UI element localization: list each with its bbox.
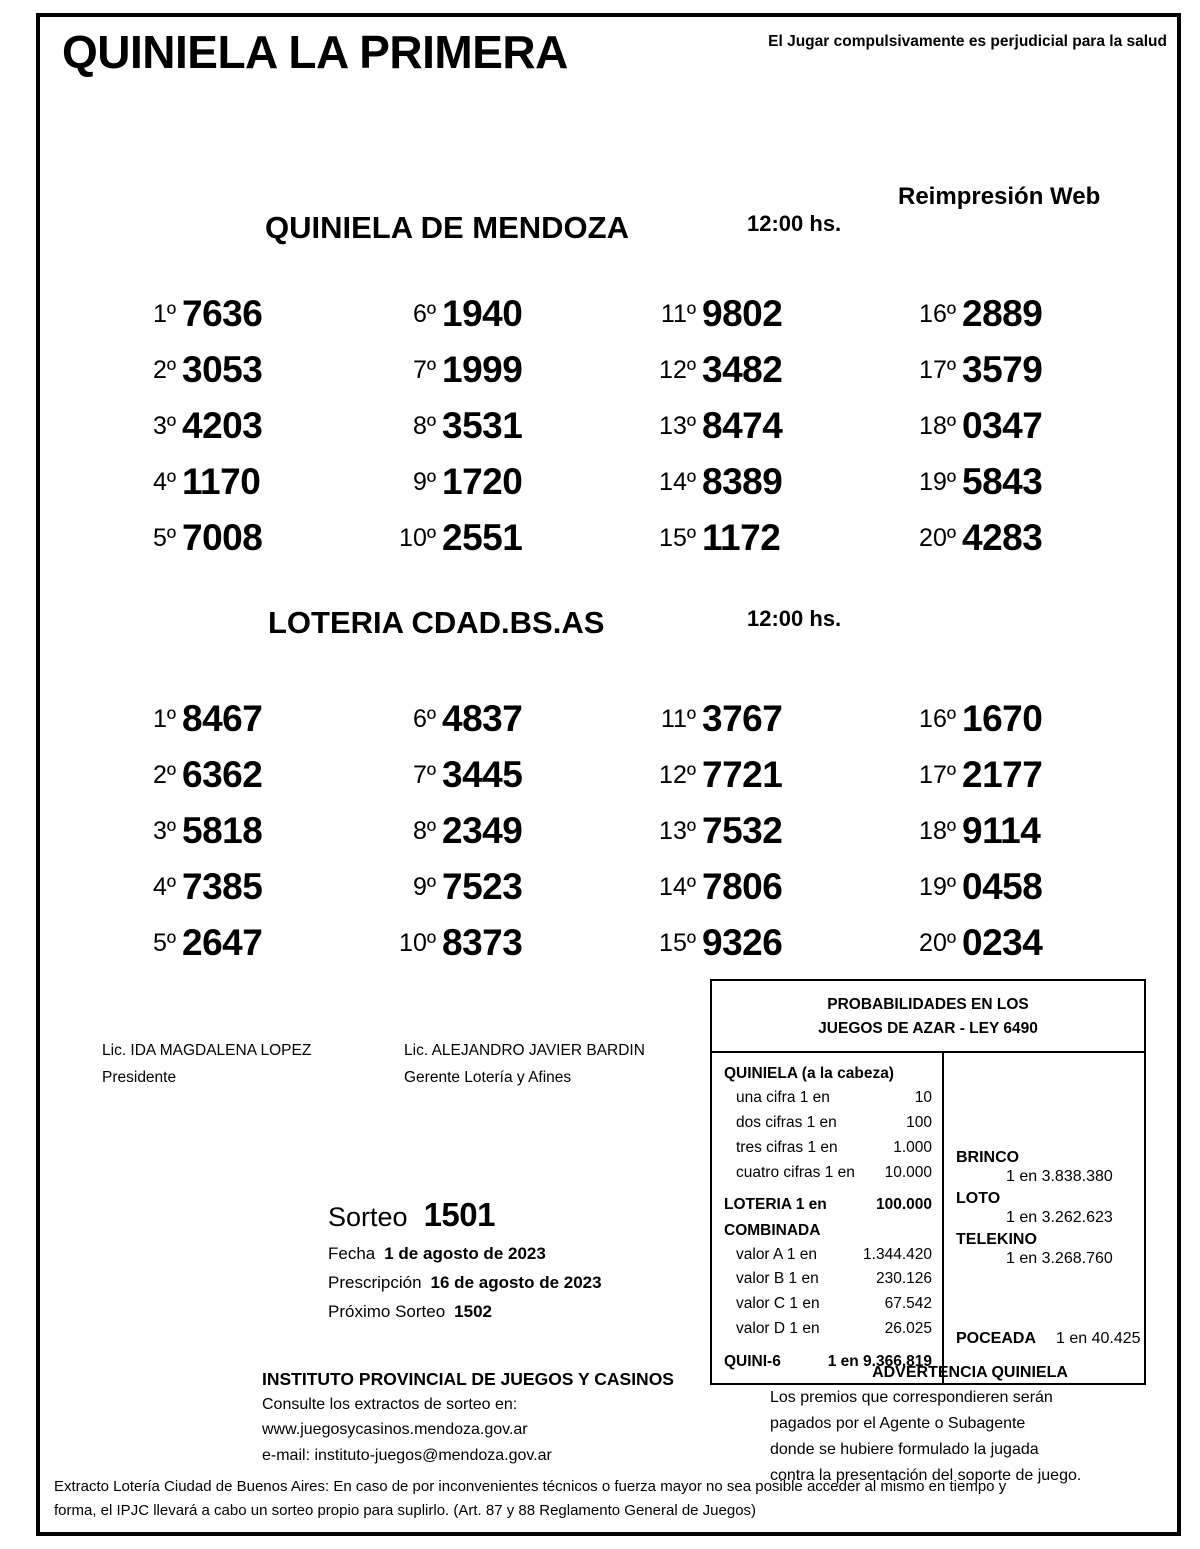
probability-row <box>712 1086 942 1111</box>
result-position: 3º <box>152 412 176 440</box>
result-cell <box>584 501 844 557</box>
result-number: 7532 <box>702 810 783 851</box>
combinada-rows <box>712 1243 942 1342</box>
result-position: 13º <box>659 817 696 845</box>
result-number: 1940 <box>442 293 523 334</box>
probability-row-label: valor B 1 en <box>736 1270 819 1288</box>
result-position: 11º <box>660 300 696 328</box>
result-number: 8389 <box>702 461 783 502</box>
result-cell <box>844 501 1104 557</box>
probability-row-value: 10 <box>914 1089 932 1107</box>
quini6-label: QUINI-6 <box>724 1352 781 1370</box>
result-cell <box>64 389 324 445</box>
result-number: 2889 <box>962 293 1043 334</box>
result-cell <box>64 277 324 333</box>
result-number: 0458 <box>962 866 1043 907</box>
result-cell <box>584 794 844 850</box>
probability-row-value: 67.542 <box>884 1295 932 1313</box>
result-number: 0347 <box>962 405 1043 446</box>
result-number: 1170 <box>182 461 261 502</box>
probability-row <box>712 1161 942 1186</box>
institute-title: INSTITUTO PROVINCIAL DE JUEGOS Y CASINOS <box>262 1369 674 1389</box>
result-cell <box>844 277 1104 333</box>
result-number: 3053 <box>182 349 263 390</box>
result-cell <box>584 682 844 738</box>
result-number: 1172 <box>702 517 781 558</box>
result-number: 1999 <box>442 349 523 390</box>
probabilities-title-line2: JUEGOS DE AZAR - LEY 6490 <box>818 1019 1038 1037</box>
legal-note <box>54 1475 1163 1523</box>
signature-manager-role: Gerente Lotería y Afines <box>404 1069 572 1087</box>
result-cell <box>844 738 1104 794</box>
loteria-prob-row <box>712 1192 942 1217</box>
result-position: 15º <box>659 929 696 957</box>
result-position: 3º <box>152 817 176 845</box>
result-number: 9114 <box>962 810 1041 851</box>
sorteo-heading <box>328 1196 602 1234</box>
result-cell <box>584 445 844 501</box>
result-position: 11º <box>660 705 696 733</box>
probability-row-value: 26.025 <box>884 1320 932 1337</box>
result-number: 7523 <box>442 866 523 907</box>
spacer-2 <box>712 1342 942 1349</box>
result-cell <box>844 906 1104 962</box>
sorteo-fecha-label: Fecha <box>328 1244 376 1263</box>
draw-title-loteria: LOTERIA CDAD.BS.AS <box>268 605 605 640</box>
legal-line-1: Extracto Lotería Ciudad de Buenos Aires: En caso de por inconvenientes técnicos o fuerza mayor no sea posible acceder al mismo en tiempo y <box>54 1478 1007 1495</box>
result-position: 1º <box>152 300 176 328</box>
result-position: 20º <box>919 524 956 552</box>
result-position: 9º <box>412 468 436 496</box>
probability-row <box>712 1267 942 1292</box>
probability-row-label: dos cifras 1 en <box>736 1114 837 1131</box>
result-position: 15º <box>659 524 696 552</box>
loteria-prob-label: LOTERIA 1 en <box>724 1196 827 1214</box>
result-position: 2º <box>152 356 176 384</box>
result-cell <box>64 738 324 794</box>
result-number: 2349 <box>442 810 523 851</box>
result-number: 9326 <box>702 922 783 963</box>
result-cell <box>324 738 584 794</box>
result-position: 12º <box>659 761 696 789</box>
gambling-warning: El Jugar compulsivamente es perjudicial para la salud <box>768 33 1167 50</box>
signature-manager <box>404 1037 645 1091</box>
result-number: 2647 <box>182 922 263 963</box>
result-number: 3531 <box>442 405 523 446</box>
result-position: 18º <box>919 412 956 440</box>
probability-row-value: 1.000 <box>893 1138 932 1156</box>
result-cell <box>324 333 584 389</box>
institute-email: e-mail: instituto-juegos@mendoza.gov.ar <box>262 1446 552 1464</box>
result-number: 4283 <box>962 517 1043 558</box>
sorteo-block <box>328 1196 602 1327</box>
result-cell <box>844 333 1104 389</box>
result-cell <box>64 445 324 501</box>
result-cell <box>844 850 1104 906</box>
result-position: 7º <box>412 356 436 384</box>
result-position: 12º <box>659 356 696 384</box>
probability-row-value: 10.000 <box>884 1163 932 1181</box>
probability-row <box>712 1111 942 1136</box>
result-number: 0234 <box>962 922 1043 963</box>
result-cell <box>324 682 584 738</box>
result-number: 2551 <box>442 517 523 558</box>
result-cell <box>584 333 844 389</box>
reprint-label: Reimpresión Web <box>898 183 1101 210</box>
result-cell <box>844 794 1104 850</box>
results-grid-mendoza <box>64 277 1104 557</box>
signature-manager-name: Lic. ALEJANDRO JAVIER BARDIN <box>404 1042 645 1059</box>
result-position: 10º <box>399 524 436 552</box>
sorteo-proximo-row <box>328 1297 602 1326</box>
result-cell <box>844 389 1104 445</box>
results-grid-loteria <box>64 682 1104 962</box>
result-cell <box>324 794 584 850</box>
probability-row-label: valor A 1 en <box>736 1245 818 1263</box>
result-position: 8º <box>412 817 436 845</box>
probability-row-label: valor D 1 en <box>736 1320 820 1337</box>
institute-block <box>262 1369 674 1468</box>
result-number: 6362 <box>182 754 263 795</box>
probability-row-label: una cifra 1 en <box>736 1089 830 1107</box>
result-number: 5843 <box>962 461 1043 502</box>
result-position: 6º <box>412 705 436 733</box>
probability-row <box>712 1292 942 1317</box>
game-odds: 1 en 3.262.623 <box>1006 1209 1113 1227</box>
sorteo-label: Sorteo <box>328 1202 408 1232</box>
advertencia-line-2: pagados por el Agente o Subagente <box>770 1414 1026 1432</box>
result-position: 13º <box>659 412 696 440</box>
result-position: 2º <box>152 761 176 789</box>
probability-row-label: cuatro cifras 1 en <box>736 1163 855 1181</box>
combinada-heading: COMBINADA <box>724 1221 821 1239</box>
result-cell <box>584 389 844 445</box>
game-name: TELEKINO <box>956 1231 1037 1249</box>
result-cell <box>64 501 324 557</box>
result-number: 8467 <box>182 698 263 739</box>
game-odds: 1 en 3.268.760 <box>1006 1250 1113 1268</box>
probability-row <box>712 1317 942 1342</box>
page-title: QUINIELA LA PRIMERA <box>62 26 568 78</box>
result-number: 3579 <box>962 349 1043 390</box>
result-position: 19º <box>919 873 956 901</box>
draw-time-loteria: 12:00 hs. <box>747 606 842 631</box>
page-frame <box>36 13 1181 1536</box>
advertencia-block <box>770 1364 1170 1489</box>
result-position: 16º <box>919 705 956 733</box>
result-position: 6º <box>412 300 436 328</box>
sorteo-fecha-value: 1 de agosto de 2023 <box>384 1244 546 1263</box>
game-name: BRINCO <box>956 1149 1020 1167</box>
result-number: 5818 <box>182 810 263 851</box>
result-position: 18º <box>919 817 956 845</box>
spacer-1 <box>712 1185 942 1192</box>
institute-line-1: Consulte los extractos de sorteo en: <box>262 1396 518 1413</box>
quiniela-heading: QUINIELA (a la cabeza) <box>724 1065 894 1083</box>
result-cell <box>584 738 844 794</box>
result-number: 9802 <box>702 293 783 334</box>
result-cell <box>324 277 584 333</box>
probabilities-table <box>710 979 1146 1385</box>
result-position: 4º <box>152 468 176 496</box>
result-position: 5º <box>152 524 176 552</box>
sorteo-fecha-row <box>328 1239 602 1268</box>
result-number: 1670 <box>962 698 1043 739</box>
probability-row-value: 230.126 <box>875 1270 932 1288</box>
result-cell <box>324 445 584 501</box>
sorteo-prescripcion-row <box>328 1268 602 1297</box>
institute-website: www.juegosycasinos.mendoza.gov.ar <box>262 1421 528 1439</box>
result-number: 3767 <box>702 698 783 739</box>
sorteo-proximo-label: Próximo Sorteo <box>328 1302 446 1322</box>
result-number: 3445 <box>442 754 523 795</box>
signature-president-role: Presidente <box>102 1069 177 1087</box>
result-cell <box>584 277 844 333</box>
result-cell <box>584 906 844 962</box>
signature-president <box>102 1037 311 1091</box>
result-position: 4º <box>152 873 176 901</box>
result-position: 8º <box>412 412 436 440</box>
result-cell <box>584 850 844 906</box>
advertencia-line-3: donde se hubiere formulado la jugada <box>770 1440 1039 1458</box>
probability-row <box>712 1243 942 1268</box>
result-position: 17º <box>919 356 956 384</box>
sorteo-prescripcion-value: 16 de agosto de 2023 <box>430 1273 602 1293</box>
result-position: 5º <box>152 929 176 957</box>
result-cell <box>844 445 1104 501</box>
result-cell <box>64 333 324 389</box>
draw-time-mendoza: 12:00 hs. <box>747 211 842 236</box>
advertencia-line-1: Los premios que correspondieren serán <box>770 1389 1053 1406</box>
result-position: 19º <box>919 468 956 496</box>
result-number: 3482 <box>702 349 783 390</box>
result-number: 7806 <box>702 866 783 907</box>
result-cell <box>324 501 584 557</box>
game-odds: 1 en 40.425 <box>1056 1330 1141 1348</box>
result-position: 9º <box>412 873 436 901</box>
result-cell <box>324 389 584 445</box>
result-number: 7636 <box>182 293 263 334</box>
result-number: 8373 <box>442 922 523 963</box>
result-cell <box>64 906 324 962</box>
result-number: 2177 <box>962 754 1043 795</box>
result-position: 20º <box>919 929 956 957</box>
game-name: POCEADA <box>956 1330 1037 1348</box>
result-number: 4203 <box>182 405 263 446</box>
signature-president-name: Lic. IDA MAGDALENA LOPEZ <box>102 1042 312 1059</box>
probability-row-value: 100 <box>906 1114 932 1131</box>
result-cell <box>844 682 1104 738</box>
result-position: 14º <box>659 873 696 901</box>
sorteo-number: 1501 <box>423 1196 495 1233</box>
result-cell <box>324 906 584 962</box>
game-name: LOTO <box>956 1190 1001 1208</box>
result-position: 1º <box>152 705 176 733</box>
result-number: 7721 <box>702 754 783 795</box>
quini6-value: 1 en 9.366.819 <box>827 1352 932 1370</box>
game-odds: 1 en 3.838.380 <box>1006 1168 1113 1186</box>
advertencia-title: ADVERTENCIA QUINIELA <box>872 1364 1068 1381</box>
loteria-prob-value: 100.000 <box>875 1196 932 1214</box>
probability-row-value: 1.344.420 <box>863 1245 932 1263</box>
result-number: 7008 <box>182 517 263 558</box>
probabilities-body <box>712 1053 1144 1383</box>
probabilities-left-column <box>712 1053 944 1383</box>
result-number: 1720 <box>442 461 523 502</box>
draw-title-mendoza: QUINIELA DE MENDOZA <box>265 210 629 245</box>
result-cell <box>64 682 324 738</box>
result-cell <box>64 794 324 850</box>
probabilities-title <box>712 981 1144 1053</box>
probability-row-label: valor C 1 en <box>736 1295 820 1313</box>
result-position: 14º <box>659 468 696 496</box>
result-number: 4837 <box>442 698 523 739</box>
page-header <box>40 17 1177 89</box>
result-number: 8474 <box>702 405 783 446</box>
probability-row-label: tres cifras 1 en <box>736 1138 838 1156</box>
probabilities-right-column <box>944 1053 1144 1383</box>
legal-line-2: forma, el IPJC llevará a cabo un sorteo propio para suplirlo. (Art. 87 y 88 Reglamento General de Juegos) <box>54 1502 757 1519</box>
quiniela-rows <box>712 1086 942 1185</box>
result-position: 16º <box>919 300 956 328</box>
sorteo-prescripcion-label: Prescripción <box>328 1273 422 1293</box>
result-position: 7º <box>412 761 436 789</box>
result-position: 17º <box>919 761 956 789</box>
result-cell <box>324 850 584 906</box>
advertencia-line-4: contra la presentación del soporte de juego. <box>770 1466 1082 1484</box>
probability-row <box>712 1136 942 1161</box>
sorteo-proximo-value: 1502 <box>454 1302 492 1322</box>
result-position: 10º <box>399 929 436 957</box>
result-number: 7385 <box>182 866 263 907</box>
probabilities-title-line1: PROBABILIDADES EN LOS <box>827 996 1029 1013</box>
result-cell <box>64 850 324 906</box>
